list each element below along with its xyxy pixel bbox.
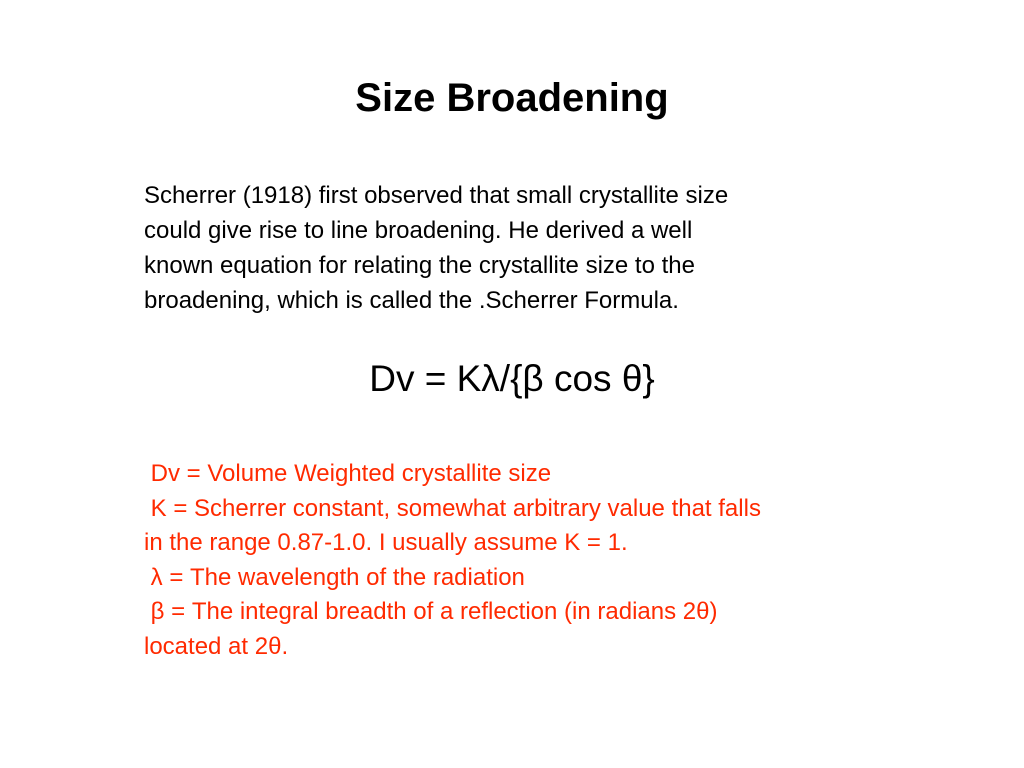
definition-line: Dv = Volume Weighted crystallite size: [144, 460, 552, 487]
intro-line: broadening, which is called the .Scherrer Formula.: [144, 287, 679, 314]
definition-line: in the range 0.87-1.0. I usually assume K = 1.: [144, 529, 628, 556]
intro-line: Scherrer (1918) first observed that small crystallite size: [144, 182, 729, 209]
intro-paragraph: [144, 178, 884, 318]
intro-line: known equation for relating the crystallite size to the: [144, 252, 695, 279]
definition-line: λ = The wavelength of the radiation: [144, 563, 525, 591]
scherrer-formula: Dv = Kλ/{β cos θ}: [369, 358, 655, 399]
definition-line: β = The integral breadth of a reflection (in radians 2θ): [144, 598, 718, 625]
variable-definitions: [144, 457, 904, 664]
slide-title: Size Broadening: [355, 76, 669, 120]
definition-line: K = Scherrer constant, somewhat arbitrary value that falls: [144, 494, 761, 522]
definition-line: located at 2θ.: [144, 632, 289, 660]
intro-line: could give rise to line broadening. He derived a well: [144, 217, 693, 244]
